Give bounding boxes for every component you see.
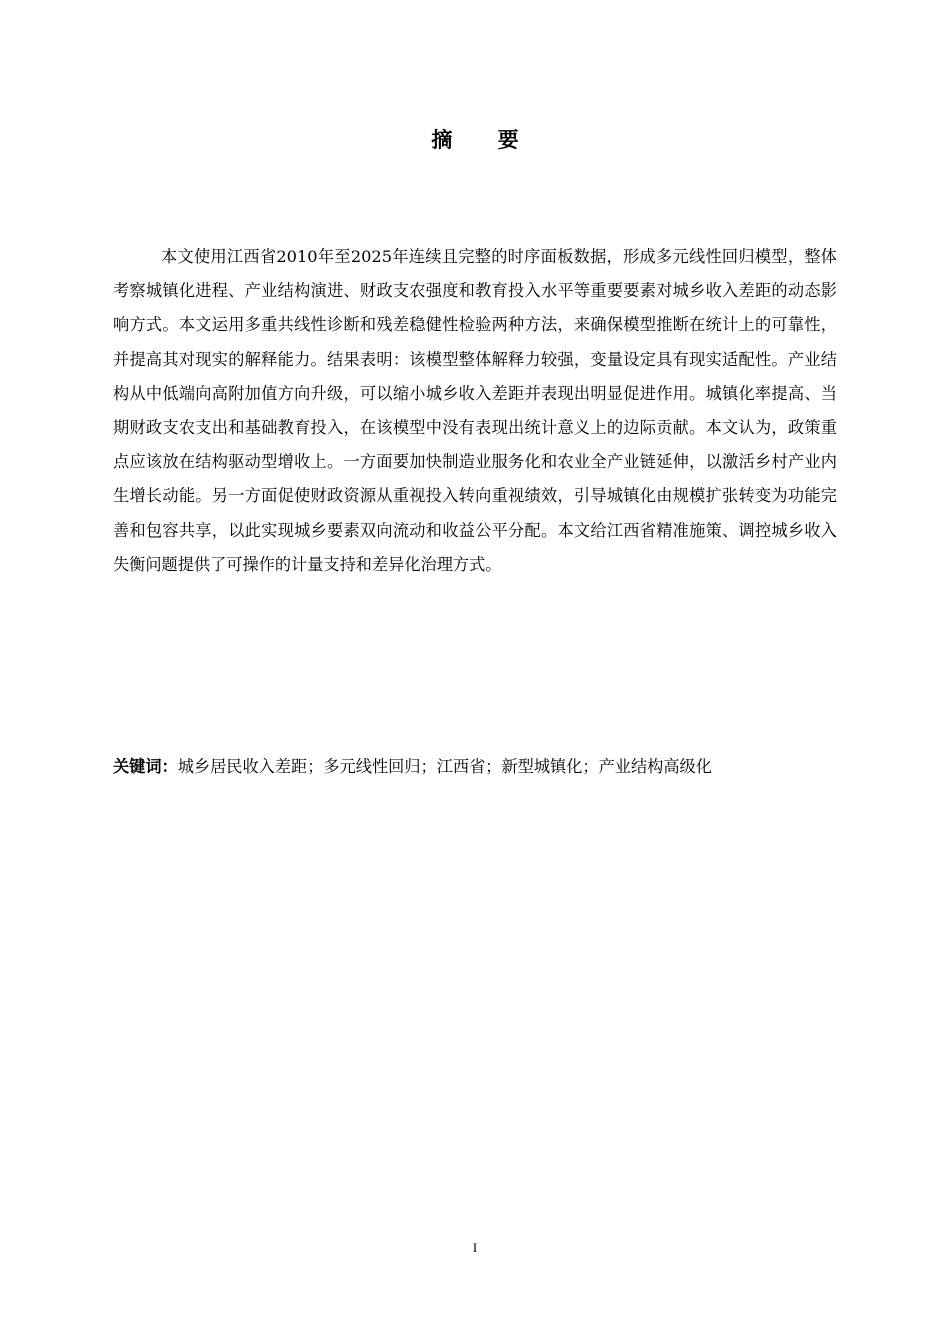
abstract-title: 摘 要 — [431, 128, 538, 152]
keywords-line — [113, 752, 837, 782]
page-number: I — [472, 1240, 478, 1255]
abstract-body: 本文使用江西省2010年至2025年连续且完整的时序面板数据，形成多元线性回归模型，整体考察城镇化进程、产业结构演进、财政支农强度和教育投入水平等重要要素对城乡收入差距的动态影响方式。本文运用多重共线性诊断和残差稳健性检验两种方法，来确保模型推断在统计上的可靠性，并提高其对现实的解释能力。结果表明：该模型整体解释力较强，变量设定具有现实适配性。产业结构从中低端向高附加值方向升级，可以缩小城乡收入差距并表现出明显促进作用。城镇化率提高、当期财政支农支出和基础教育投入，在该模型中没有表现出统计意义上的边际贡献。本文认为，政策重点应该放在结构驱动型增收上。一方面要加快制造业服务化和农业全产业链延伸，以激活乡村产业内生增长动能。另一方面促使财政资源从重视投入转向重视绩效，引导城镇化由规模扩张转变为功能完善和包容共享，以此实现城乡要素双向流动和收益公平分配。本文给江西省精准施策、调控城乡收入失衡问题提供了可操作的计量支持和差异化治理方式。 — [113, 247, 837, 574]
keywords-label: 关键词： — [113, 757, 178, 776]
keywords-text: 城乡居民收入差距；多元线性回归；江西省；新型城镇化；产业结构高级化 — [177, 757, 712, 776]
